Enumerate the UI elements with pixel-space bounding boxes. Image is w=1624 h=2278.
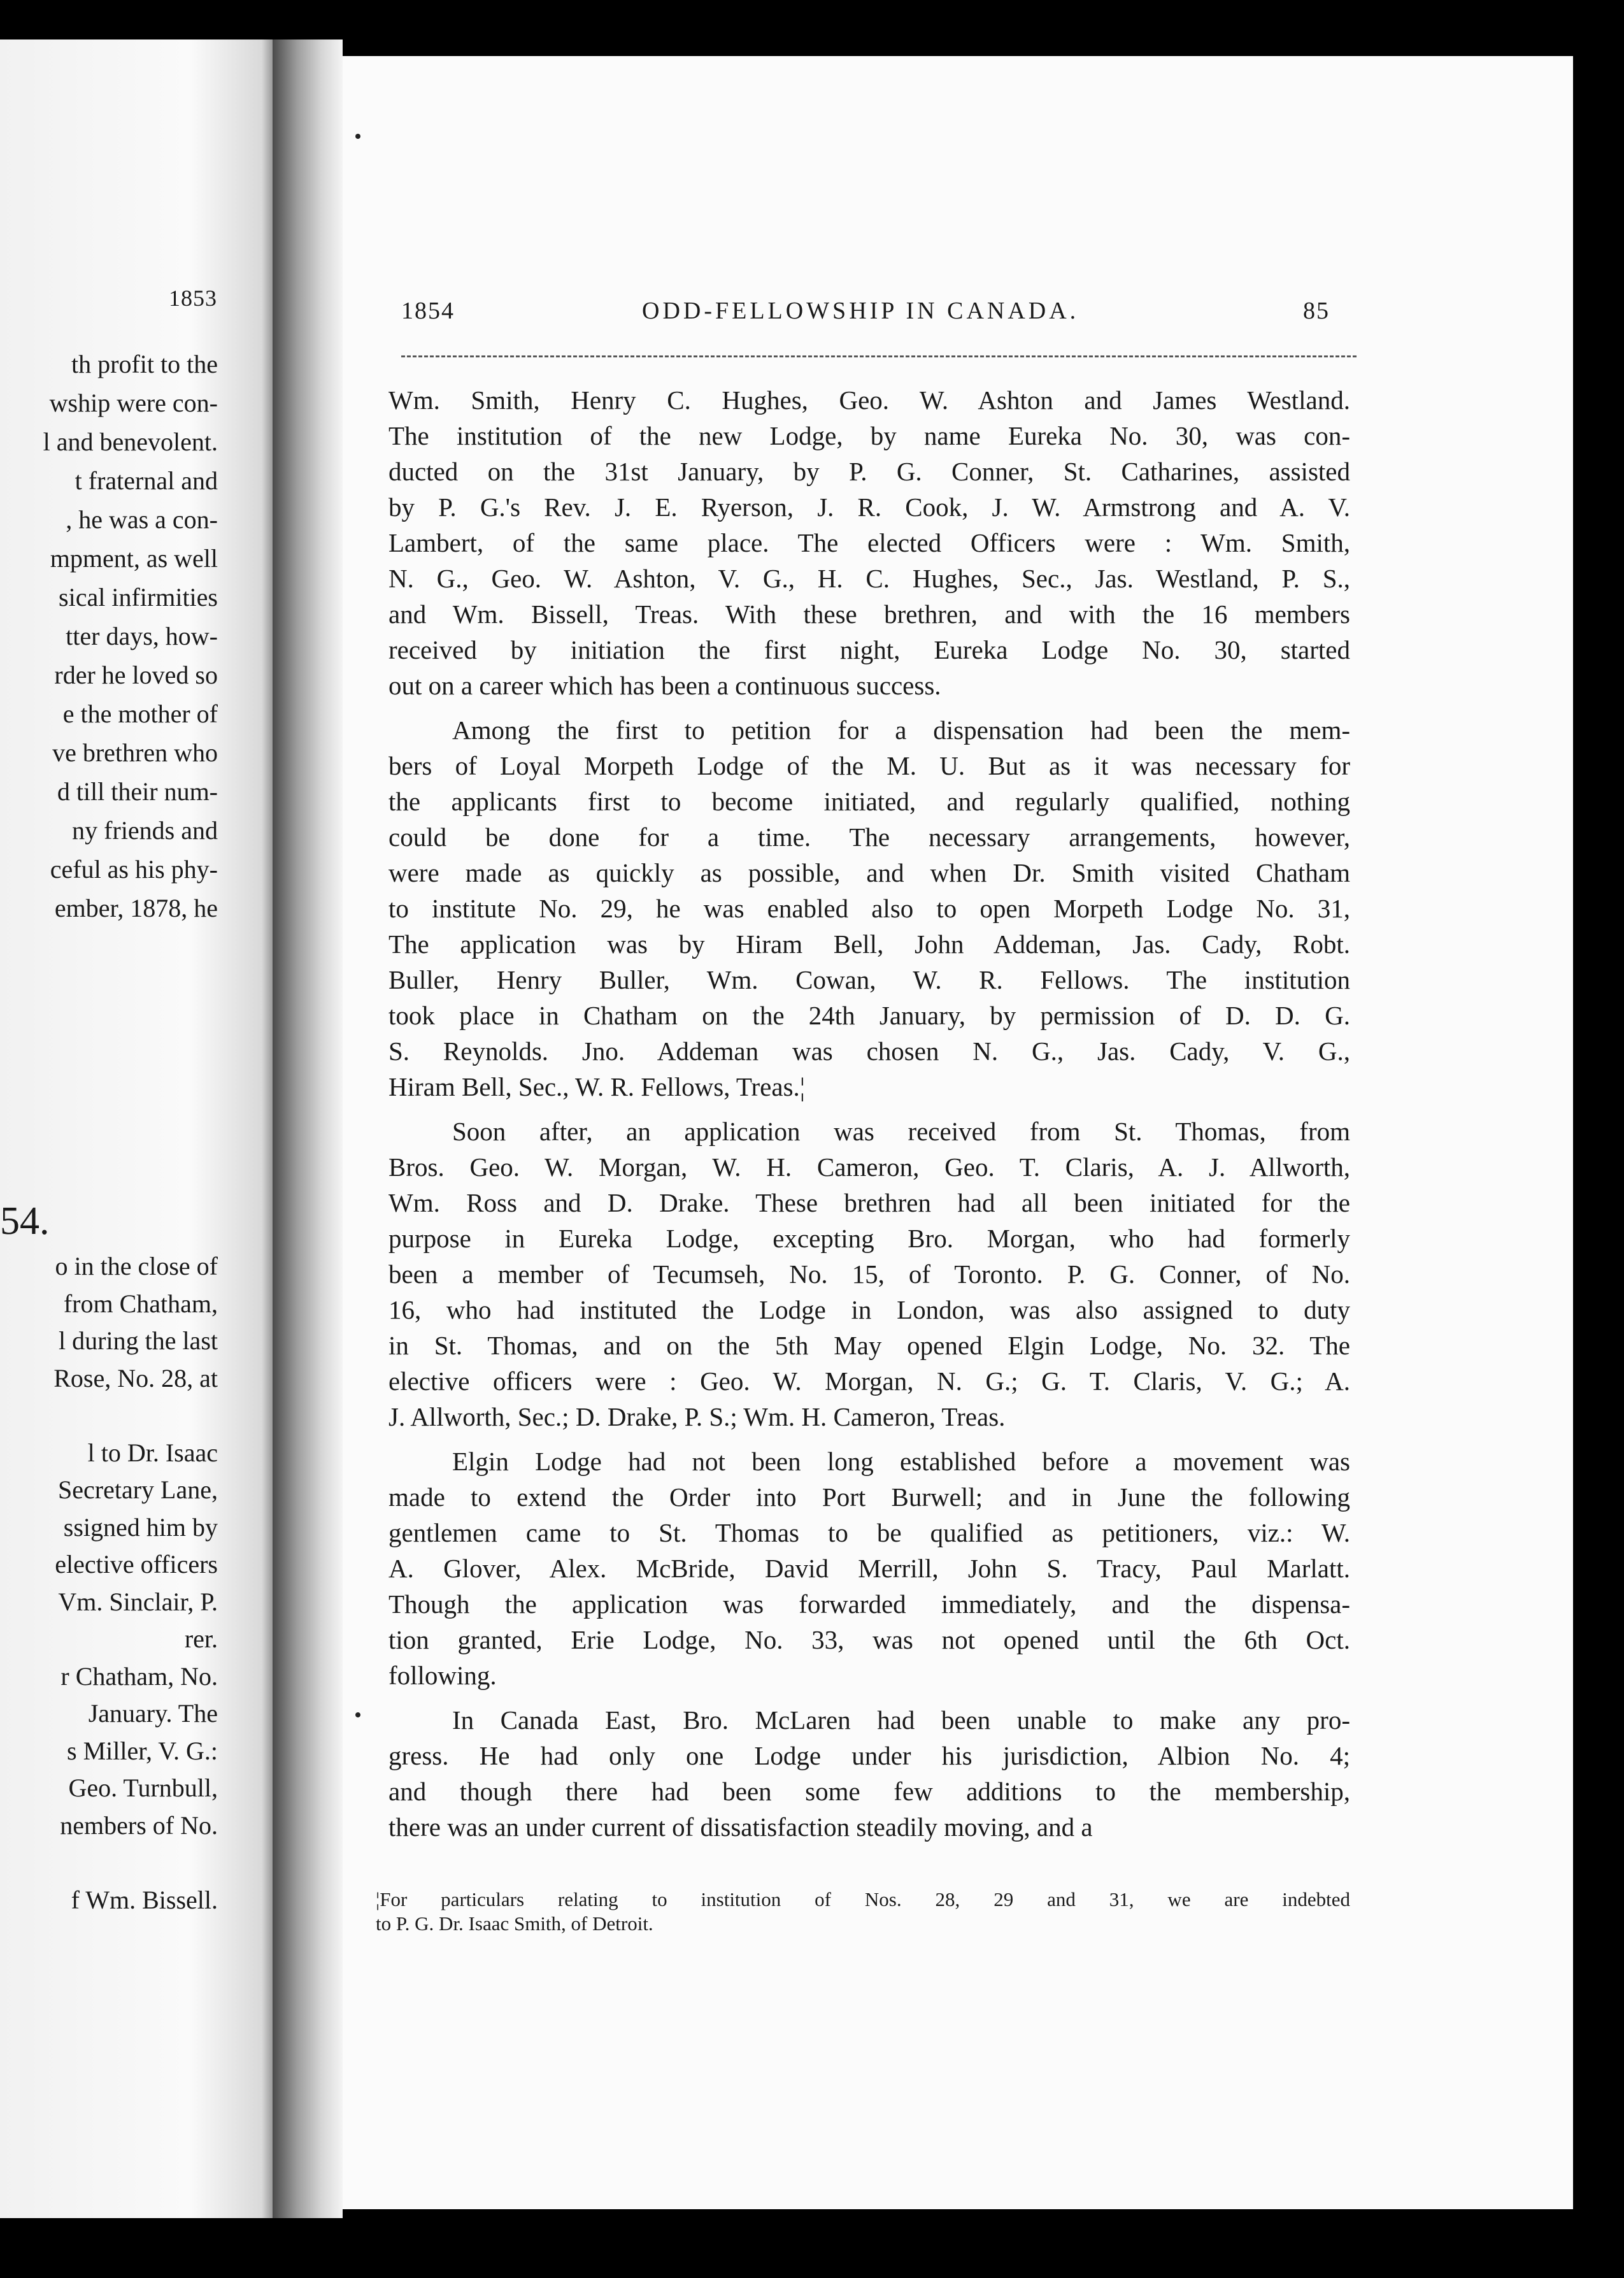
body-line: Though the application was forwarded immediately, and the dispensa- [388,1589,1350,1619]
left-page-line: l during the last [59,1326,218,1355]
speck [355,1712,360,1717]
left-page-line: ceful as his phy- [50,855,218,884]
left-page-line: ember, 1878, he [54,894,218,922]
left-page-line: d till their num- [57,777,218,806]
left-page-year: 1853 [169,285,217,311]
body-line: Wm. Ross and D. Drake. These brethren had all been initiated for the [388,1188,1350,1217]
body-line: by P. G.'s Rev. J. E. Ryerson, J. R. Cook, J. W. Armstrong and A. V. [388,492,1350,522]
body-line: been a member of Tecumseh, No. 15, of Toronto. P. G. Conner, of No. [388,1259,1350,1289]
left-page-line: ny friends and [72,816,218,845]
page-number: 85 [1303,297,1330,324]
body-line: elective officers were : Geo. W. Morgan, N. G.; G. T. Claris, V. G.; A. [388,1366,1350,1396]
body-line: to institute No. 29, he was enabled also to open Morpeth Lodge No. 31, [388,894,1350,923]
body-line: following. [388,1661,497,1690]
left-page-line: sical infirmities [59,583,218,612]
left-page-line: January. The [88,1699,218,1728]
body-line: N. G., Geo. W. Ashton, V. G., H. C. Hughes, Sec., Jas. Westland, P. S., [388,564,1350,593]
body-line: bers of Loyal Morpeth Lodge of the M. U. But as it was necessary for [388,751,1350,780]
body-line: out on a career which has been a continuous success. [388,671,941,700]
body-line: Buller, Henry Buller, Wm. Cowan, W. R. Fellows. The institution [388,965,1350,994]
body-line: tion granted, Erie Lodge, No. 33, was not opened until the 6th Oct. [388,1625,1350,1654]
left-page-line: e the mother of [62,699,218,728]
body-line: The application was by Hiram Bell, John Addeman, Jas. Cady, Robt. [388,929,1350,959]
speck [355,134,360,139]
left-page-line: nembers of No. [60,1810,218,1840]
body-line: could be done for a time. The necessary arrangements, however, [388,822,1350,852]
left-page [0,39,273,2218]
left-page-line: mpment, as well [50,544,218,573]
body-line: received by initiation the first night, Eureka Lodge No. 30, started [388,635,1350,664]
left-page-line: from Chatham, [63,1289,218,1318]
body-line: Hiram Bell, Sec., W. R. Fellows, Treas.¦ [388,1072,805,1101]
left-page-line: r Chatham, No. [61,1661,218,1691]
body-line: and though there had been some few additions to the membership, [388,1777,1350,1806]
left-page-line: rder he loved so [54,661,218,689]
body-line: A. Glover, Alex. McBride, David Merrill, John S. Tracy, Paul Marlatt. [388,1554,1350,1583]
body-line: the applicants first to become initiated, and regularly qualified, nothing [388,787,1350,816]
left-page-line: Geo. Turnbull, [68,1773,218,1802]
body-line: Elgin Lodge had not been long established before a movement was [452,1447,1350,1476]
running-head-title: ODD-FELLOWSHIP IN CANADA. [642,297,1079,324]
body-line: Bros. Geo. W. Morgan, W. H. Cameron, Geo. T. Claris, A. J. Allworth, [388,1152,1350,1182]
left-page-line: t fraternal and [75,466,218,495]
body-line: were made as quickly as possible, and when Dr. Smith visited Chatham [388,858,1350,887]
left-page-line: l and benevolent. [43,427,218,456]
right-page [343,56,1573,2209]
body-line: 16, who had instituted the Lodge in London, was also assigned to duty [388,1295,1350,1324]
left-page-line: Rose, No. 28, at [53,1363,218,1393]
body-line: gentlemen came to St. Thomas to be qualified as petitioners, viz.: W. [388,1518,1350,1547]
left-page-heading: 54. [0,1200,50,1243]
footnote-line: to P. G. Dr. Isaac Smith, of Detroit. [376,1912,653,1935]
left-page-line: wship were con- [49,389,218,417]
body-line: Soon after, an application was received from St. Thomas, from [452,1117,1350,1146]
body-line: Lambert, of the same place. The elected Officers were : Wm. Smith, [388,528,1350,557]
running-head-year: 1854 [401,297,455,324]
left-page-line: Secretary Lane, [58,1475,218,1504]
left-page-line: , he was a con- [66,505,218,534]
body-line: took place in Chatham on the 24th January, by permission of D. D. G. [388,1001,1350,1030]
left-page-line: Vm. Sinclair, P. [58,1587,218,1616]
left-page-line: th profit to the [71,350,218,378]
body-line: In Canada East, Bro. McLaren had been unable to make any pro- [452,1705,1350,1735]
header-rule [401,355,1357,357]
body-line: The institution of the new Lodge, by name Eureka No. 30, was con- [388,421,1350,450]
body-line: and Wm. Bissell, Treas. With these brethren, and with the 16 members [388,599,1350,629]
left-page-line: ve brethren who [52,738,218,767]
left-page-line: rer. [184,1624,218,1653]
body-line: in St. Thomas, and on the 5th May opened Elgin Lodge, No. 32. The [388,1331,1350,1360]
body-line: S. Reynolds. Jno. Addeman was chosen N. G., Jas. Cady, V. G., [388,1036,1350,1066]
left-page-line: elective officers [55,1550,218,1579]
body-line: J. Allworth, Sec.; D. Drake, P. S.; Wm. H. Cameron, Treas. [388,1402,1006,1431]
left-page-line: l to Dr. Isaac [87,1438,218,1467]
left-page-line: tter days, how- [66,622,218,650]
left-page-line: ssigned him by [63,1512,218,1542]
left-page-line: o in the close of [55,1252,218,1280]
body-line: there was an under current of dissatisfaction steadily moving, and a [388,1812,1093,1842]
book-gutter [273,39,343,2218]
body-line: purpose in Eureka Lodge, excepting Bro. Morgan, who had formerly [388,1224,1350,1253]
left-page-line: s Miller, V. G.: [67,1736,218,1765]
left-page-line: f Wm. Bissell. [71,1885,218,1914]
body-line: Among the first to petition for a dispensation had been the mem- [452,715,1350,745]
body-line: Wm. Smith, Henry C. Hughes, Geo. W. Ashton and James Westland. [388,385,1350,415]
body-line: gress. He had only one Lodge under his jurisdiction, Albion No. 4; [388,1741,1350,1770]
footnote-line: ¦For particulars relating to institution of Nos. 28, 29 and 31, we are indebted [376,1888,1350,1910]
body-line: made to extend the Order into Port Burwell; and in June the following [388,1482,1350,1512]
body-line: ducted on the 31st January, by P. G. Conner, St. Catharines, assisted [388,457,1350,486]
